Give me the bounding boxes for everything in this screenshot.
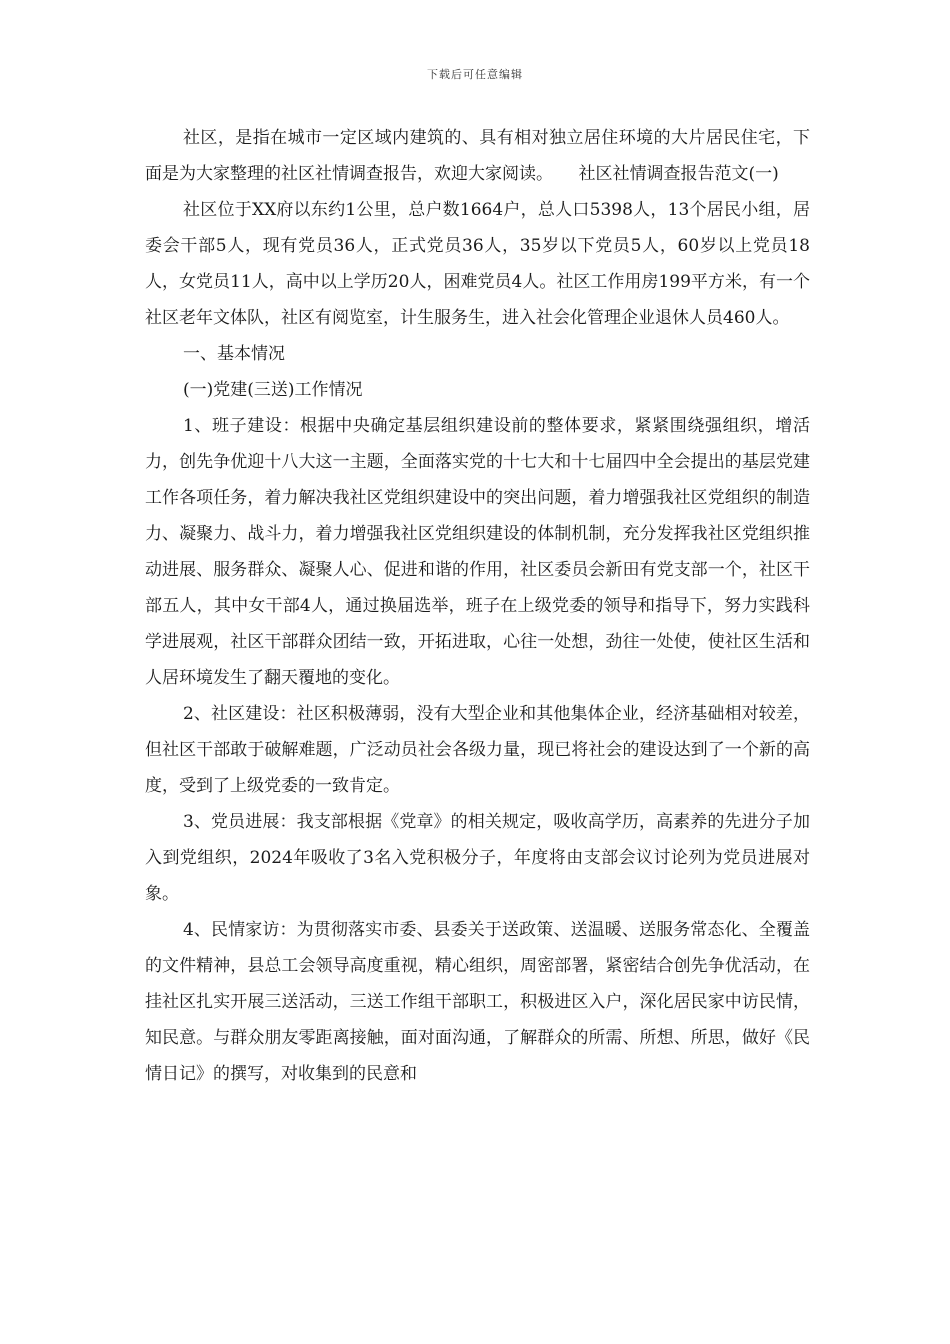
paragraph-intro: 社区，是指在城市一定区域内建筑的、具有相对独立居住环境的大片居民住宅，下面是为大家整理的社区社情调查报告，欢迎大家阅读。 社区社情调查报告范文(一)	[145, 128, 810, 184]
paragraph-team-building: 1、班子建设：根据中央确定基层组织建设前的整体要求，紧紧围绕强组织，增活力，创先争优迎十八大这一主题，全面落实党的十七大和十七届四中全会提出的基层党建工作各项任务，着力解决我社区党组织建设中的突出问题，着力增强我社区党组织的制造力、凝聚力、战斗力，着力增强我社区党组织建设的体制机制，充分发挥我社区党组织推动进展、服务群众、凝聚人心、促进和谐的作用，社区委员会新田有党支部一个，社区干部五人，其中女干部4人，通过换届选举，班子在上级党委的领导和指导下，努力实践科学进展观，社区干部群众团结一致，开拓进取，心往一处想，劲往一处使，使社区生活和人居环境发生了翻天覆地的变化。	[145, 416, 810, 688]
subsection-heading: (一)党建(三送)工作情况	[183, 380, 363, 400]
paragraph-overview: 社区位于XX府以东约1公里，总户数1664户，总人口5398人，13个居民小组，居委会干部5人，现有党员36人，正式党员36人，35岁以下党员5人，60岁以上党员18人，女党员11人，高中以上学历20人，困难党员4人。社区工作用房199平方米，有一个社区老年文体队，社区有阅览室，计生服务生，进入社会化管理企业退休人员460人。	[145, 200, 810, 328]
paragraph-home-visits: 4、民情家访：为贯彻落实市委、县委关于送政策、送温暖、送服务常态化、全覆盖的文件精神，县总工会领导高度重视，精心组织，周密部署，紧密结合创先争优活动，在挂社区扎实开展三送活动，三送工作组干部职工，积极进区入户，深化居民家中访民情，知民意。与群众朋友零距离接触，面对面沟通，了解群众的所需、所想、所思，做好《民情日记》的撰写，对收集到的民意和	[145, 920, 810, 1084]
document-body	[145, 120, 810, 1092]
page-header: 下载后可任意编辑	[427, 68, 523, 81]
paragraph-party-development: 3、党员进展：我支部根据《党章》的相关规定，吸收高学历，高素养的先进分子加入到党组织，2024年吸收了3名入党积极分子，年度将由支部会议讨论列为党员进展对象。	[145, 812, 810, 904]
section-heading: 一、基本情况	[183, 344, 285, 364]
paragraph-community-building: 2、社区建设：社区积极薄弱，没有大型企业和其他集体企业，经济基础相对较差，但社区干部敢于破解难题，广泛动员社会各级力量，现已将社会的建设达到了一个新的高度，受到了上级党委的一致肯定。	[145, 704, 810, 796]
